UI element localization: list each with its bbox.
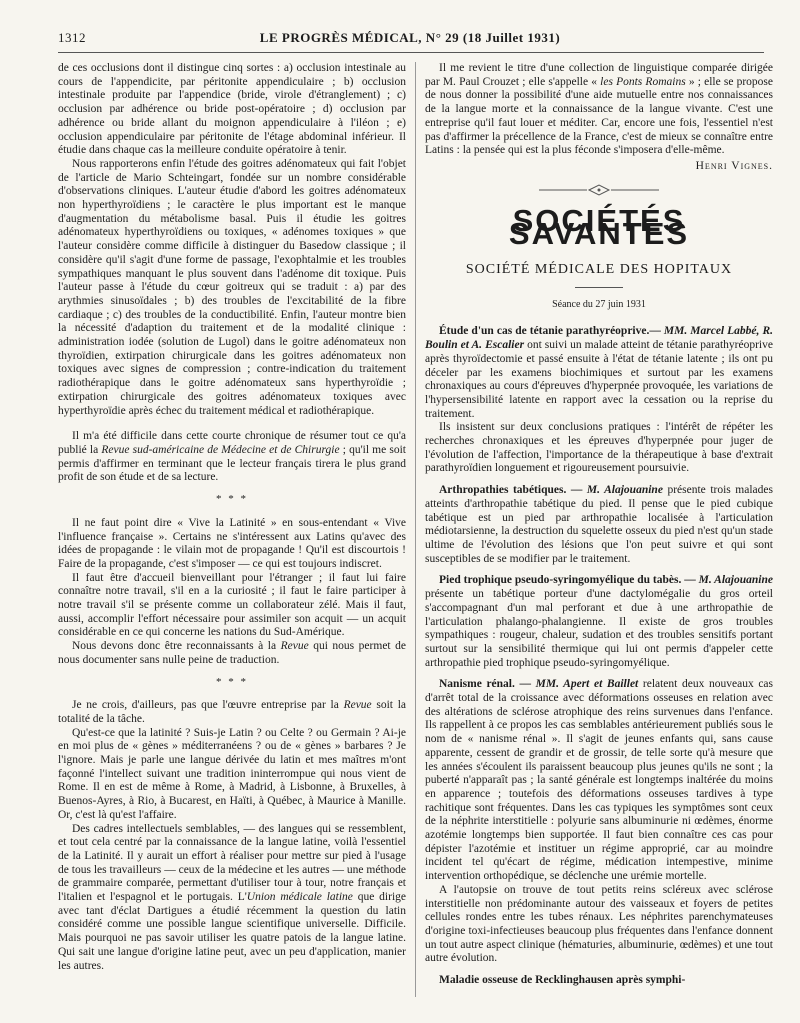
section-title: SOCIÉTÉS SAVANTES (508, 202, 690, 252)
article-title: Étude d'un cas de tétanie parathyréoprive.— (439, 325, 664, 338)
running-title: LE PROGRÈS MÉDICAL, N° 29 (18 Juillet 1931) (259, 30, 561, 45)
article-pied-trophique: Pied trophique pseudo-syringomyélique du tabès. — M. Alajouanine présente un tabétique porteur d'une dactylomégalie du gros orteil s'accompagnant d'un mal perforant et due à une arthropathie de l'articulation phalango-phalangienne. Il existe de gros troubles sympathiques : rougeur, chaleur, sudation et des troubles sensitifs portant surtout sur la sensibilité thermique qui lui ont permis d'appeler cette arthropathie pied trophique pseudo-syringomyélique. (425, 574, 773, 669)
page-header (58, 30, 764, 53)
article-title: Nanisme rénal. — (439, 678, 536, 691)
ornament-divider-icon (539, 184, 659, 196)
divider (575, 287, 623, 288)
article-authors: MM. Marcel Labbé, R. Boulin et A. Escalier (425, 325, 773, 352)
article-authors: M. Alajouanine (698, 574, 773, 587)
article-tetanie: Étude d'un cas de tétanie parathyréoprive.— MM. Marcel Labbé, R. Boulin et A. Escalier ont suivi un malade atteint de tétanie parathyréoprive après thyroïdectomie et passé ensuite à l'état de tétanie latente ; ils ont pu déceler par les examens biochimiques et surtout par les examens chronaxiques au cours d'épreuves d'hyperpnée provoquée, les variations de l'hypersensibilité latente en rapport avec la cessation ou la reprise du traitement. Ils insistent sur deux conclusions pratiques : l'intérêt de répéter les recherches chronaxiques et les épreuves d'hyperpnée pour juger de l'évolution de l'affection, l'importance de la thérapeutique à base d'extrait parathyroïdien longuement et rigoureusement poursuivie. (425, 325, 773, 475)
paragraph: Il me revient le titre d'une collection de linguistique comparée dirigée par M. Paul Crouzet ; elle s'appelle « les Ponts Romains » ; elle se propose de nous donner la possibilité d'une aide mutuelle entre nos connaissances de la langue morte et la connaissance de la langue vivante. C'est une entreprise qu'il faut louer et méditer. Car, encore une fois, l'essentiel n'est pas d'affirmer la précellence de la France, c'est de mieux se connaître entre Latins : la pensée qui est la plus féconde s'imposera d'elle-même. (425, 62, 773, 157)
article-title-continued: Maladie osseuse de Recklinghausen après symphi- (439, 974, 686, 987)
session-date: Séance du 27 juin 1931 (552, 298, 646, 310)
paragraph: Il m'a été difficile dans cette courte chronique de résumer tout ce qu'a publié la Revue sud-américaine de Médecine et de Chirurgie ; qu'il me soit permis d'affirmer en terminant que le lecteur français tirera le plus grand profit de son étude et de sa lecture. (58, 430, 407, 484)
article-nanisme: Nanisme rénal. — MM. Apert et Baillet relatent deux nouveaux cas d'arrêt total de la croissance avec déformations osseuses en relation avec des altérations de sclérose atrophique des reins survenues dans l'enfance. Ils rappellent à ce propos les cas semblables antérieurement publiés sous le nom de « nanisme rénal ». Il s'agit de jeunes enfants qui, sans cause apparente, cessent de grandir et de grossir, de telle sorte qu'à mesure que les années s'écoulent ils paraissent beaucoup plus jeunes qu'ils ne sont ; la puberté n'apparaît pas ; la santé générale est longtemps inaltérée du moins en apparence ; toutefois des déformations osseuses tardives à type rachitique sont fréquentes. Dans les cas typiques les symptômes sont ceux de la néphrite interstitielle : polyurie sans albuminurie ni œdèmes, énorme azotémie longtemps bien supportée. Il faut bien connaître ces cas pour dépister l'azotémie et instituer un régime approprié, car au moindre incident tel qu'écart de régime, médication intempestive, minime intervention orthopédique, se déclenche une urémie mortelle. A l'autopsie on trouve de tout petits reins scléreux avec sclérose interstitielle non prédominante autour des vaisseaux et foyers de petites cellules rondes entre les tubes rénaux. Les néphrites parenchymateuses d'origine toxi-infectieuses beaucoup plus fréquentes dans l'enfance donnent un tout autre aspect clinique (hématuries, albuminurie, œdèmes) et une tout autre évolution. (425, 678, 774, 965)
section-stars: * * * (216, 675, 248, 688)
column-divider (415, 62, 416, 997)
paragraph: Je ne crois, d'ailleurs, pas que l'œuvre entreprise par la Revue soit la totalité de la tâche. (58, 699, 406, 725)
society-name: SOCIÉTÉ MÉDICALE DES HOPITAUX (465, 262, 733, 278)
paragraph: Il ne faut point dire « Vive la Latinité » en sous-entendant « Vive l'influence française ». Certains ne s'intéressent aux Latins qu'avec des idées de propagande : le vilain mot de propagande ! Qu'il est discourtois ! Faire de la propagande, c'est s'imposer — ce qui est toujours indiscret. (58, 516, 406, 570)
article-title: Pied trophique pseudo-syringomyélique du tabès. — (439, 574, 699, 587)
article-arthropathies: Arthropathies tabétiques. — M. Alajouanine présente trois malades atteints d'arthropathie tabétique du pied. Il pense que le pied cubique tabétique est un pied par arthropathie localisée à l'articulation médiotarsienne, la destruction du squelette osseux du pied n'est qu'un stade ultime de l'évolution des lésions que l'on peut suivre et qui sont susceptibles de se modifier par le traitement. (425, 484, 773, 565)
paragraph: Nous rapporterons enfin l'étude des goitres adénomateux qui fait l'objet de l'article de Mario Schteingart, fondée sur un nombre considérable d'observations cliniques. L'auteur étudie d'abord les goitres adénomateux non hyperthyroïdiens ; le caractère le plus important est le manque d'augmentation du métabolisme basal. Puis il étudie les goitres adénomateux hyperthyroïdiens ou toxiques, « adénomes toxiques » que l'auteur considère comme difficile à distinguer du Basedow classique ; il considère qu'il s'agit d'une forme de passage, l'exophtalmie et les troubles sympathiques manquant le plus souvent dans l'adénome dit toxique. Puis l'auteur passe à l'étude du cœur goitreux qui se traduit : a) par des arythmies sinusoïdales ; b) des troubles de l'excitabilité de la fibre cardiaque ; c) des troubles de la conductibilité. Enfin, l'auteur montre bien la nécessité d'adaption du traitement et de la modalité clinique : administration iodée (solution de Lugol) dans le goitre adénomateux non thyroïdien, extirpation chirurgicale dans les goitres adénomateux non toxiques avec signes de compression ; contre-indication du traitement radiothérapique dans le goitre adénomateux sans hyperthyroïdie ; extirpation chirurgicale des goitres adénomateux toxiques avec hyperthyroïdie après échec du traitement médical et radiothérapique. (58, 157, 406, 417)
paragraph: de ces occlusions dont il distingue cinq sortes : a) occlusion intestinale au cours de l'appendicite, par péritonite appendiculaire ; b) occlusion intestinale produite par l'appendice (bride, virole d'étranglement) ; c) occlusion par adhérence ou bride post-opératoire ; d) occlusion par adhérence ou bride allant du moignon appendiculaire à l'iléon ; e) occlusion appendiculaire par péritonite de l'étage abdominal inférieur. Il étudie dans chaque cas la meilleure conduite opératoire à tenir. (58, 62, 406, 157)
left-column (58, 62, 406, 973)
journal-title: Revue sud-américaine de Médecine et de Chirurgie (101, 443, 340, 456)
section-stars: * * * (216, 493, 248, 506)
paragraph: Des cadres intellectuels semblables, — des langues qui se ressemblent, et tout cela centré par la connaissance de la langue latine, voilà l'essentiel de la Latinité. Il y aurait un effort à réaliser pour mettre sur pied à l'usage de tous les travailleurs — ceux de la médecine et les autres — une méthode de grammaire comparée, permettant d'utiliser tour à tour, notre français et l'italien et l'espagnol et le portugais. L'Union médicale latine que dirige avec tant d'éclat Dartigues a étudié récemment la question du latin considéré comme une possible langue scientifique universelle. Difficile. Mais pourquoi ne pas savoir utiliser les quatre patois de la langue latine. Qui sait une langue d'origine latine peut, avec un peu d'application, manier les autres. (58, 822, 406, 972)
paragraph: Nous devons donc être reconnaissants à la Revue qui nous permet de nous documenter sans nulle peine de traduction. (58, 640, 406, 666)
author-signature: Henri Vignes. (695, 159, 773, 172)
paragraph: Il faut être d'accueil bienveillant pour l'étranger ; il faut lui faire connaître notre travail, s'il en a la curiosité ; il faut le faire participer à notre travail s'il se présente comme un collaborateur zélé. Mais il faut, aussi, accomplir l'effort nécessaire pour assimiler son acquit — un acquit considérable en ce qui concerne les nations du Sud-Amérique. (58, 571, 406, 639)
page-number: 1312 (58, 30, 86, 45)
right-column (425, 62, 773, 988)
article-title: Arthropathies tabétiques. — (439, 484, 587, 497)
article-authors: M. Alajouanine (586, 484, 663, 497)
paragraph: Qu'est-ce que la latinité ? Suis-je Latin ? ou Celte ? ou Germain ? Ai-je en moi plus de « gènes » méditerranéens ? ou de « gènes » barbares ? Je l'ignore. Mais je parle une langue dérivée du latin et mes maîtres m'ont façonné l'intellect suivant une tradition ininterrompue qui nous vient de Rome. Il en est de même à Rome, à Madrid, à Lisbonne, à Bruxelles, à Buenos-Ayres, à Rio, à Bucarest, en Haïti, à Québec, à Maurice à Manille. Or, c'est là qu'est l'affaire. (58, 726, 406, 821)
article-authors: MM. Apert et Baillet (535, 678, 639, 691)
